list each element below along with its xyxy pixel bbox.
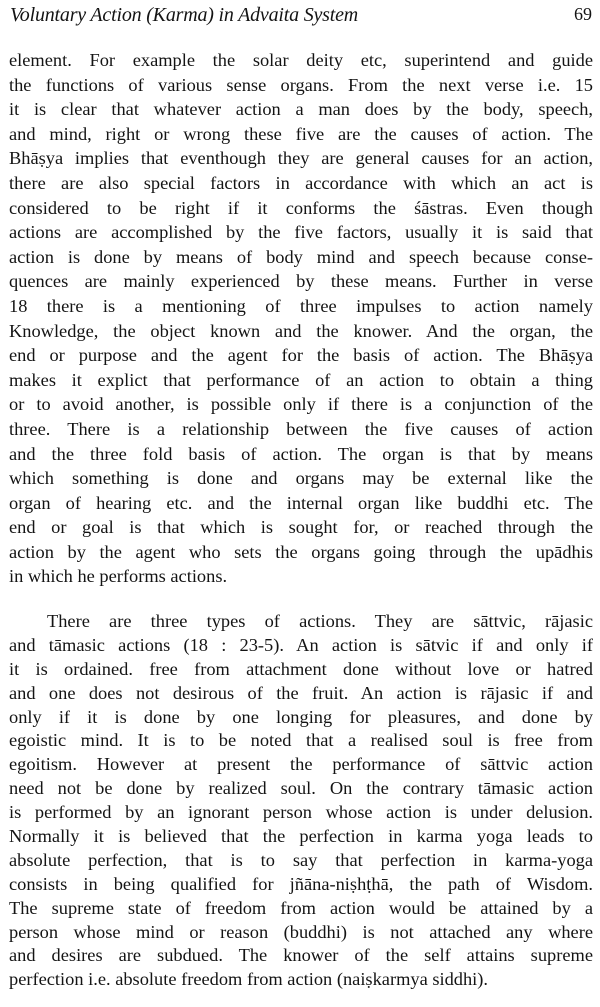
text-line: person whose mind or reason (buddhi) is not attached any where [9, 921, 593, 942]
text-line: three. There is a relationship between the five causes of action [9, 418, 593, 439]
text-line: action is done by means of body mind and speech because conse- [9, 246, 593, 267]
text-line: end or goal is that which is sought for, or reached through the [9, 517, 593, 538]
running-title: Voluntary Action (Karma) in Advaita System [10, 4, 359, 26]
text-line: and tāmasic actions (18 : 23-5). An action is sātvic if and only if [9, 634, 593, 655]
text-line: end or purpose and the agent for the basis of action. The Bhāṣya [9, 345, 593, 366]
text-line: and one does not desirous of the fruit. An action is rājasic if and [9, 682, 593, 703]
text-line: consists in being qualified for jñāna-niṣhṭhā, the path of Wisdom. [9, 873, 593, 894]
paragraph-2 [9, 610, 593, 992]
text-line: egoistic mind. It is to be noted that a realised soul is free from [9, 730, 593, 751]
page-number: 69 [574, 4, 592, 24]
text-line: there are also special factors in accordance with which an act is [9, 172, 593, 193]
text-line: The supreme state of freedom from action would be attained by a [9, 897, 593, 918]
text-line: in which he performs actions. [9, 566, 228, 587]
text-line: only if it is done by one longing for pleasures, and done by [9, 706, 593, 727]
text-line: the functions of various sense organs. From the next verse i.e. 15 [9, 74, 593, 95]
text-line: element. For example the solar deity etc, superintend and guide [9, 50, 593, 70]
text-line: actions are accomplished by the five factors, usually it is said that [9, 222, 593, 243]
text-line: and mind, right or wrong these five are the causes of action. The [9, 123, 593, 144]
text-line: need not be done by realized soul. On the contrary tāmasic action [9, 778, 593, 799]
paragraph-1 [9, 48, 593, 589]
text-line: Normally it is believed that the perfection in karma yoga leads to [9, 826, 593, 847]
text-line: Knowledge, the object known and the knower. And the organ, the [9, 320, 593, 341]
text-line: perfection i.e. absolute freedom from action (naiṣkarmya siddhi). [9, 969, 489, 990]
text-line: action by the agent who sets the organs going through the upādhis [9, 541, 593, 562]
text-line: absolute perfection, that is to say that perfection in karma-yoga [9, 849, 593, 870]
text-line: or to avoid another, is possible only if there is a conjunction of the [9, 394, 593, 415]
text-line: 18 there is a mentioning of three impulses to action namely [9, 295, 593, 316]
text-line: There are three types of actions. They are sāttvic, rājasic [47, 611, 593, 631]
text-line: and the three fold basis of action. The organ is that by means [9, 443, 593, 464]
text-line: makes it explict that performance of an action to obtain a thing [9, 369, 593, 390]
text-line: which something is done and organs may be external like the [9, 468, 593, 489]
text-line: it is ordained. free from attachment done without love or hatred [9, 658, 593, 679]
text-line: it is clear that whatever action a man does by the body, speech, [9, 99, 593, 120]
text-line: organ of hearing etc. and the internal organ like buddhi etc. The [9, 492, 593, 513]
text-line: quences are mainly experienced by these means. Further in verse [9, 271, 593, 292]
running-header [10, 4, 592, 32]
text-line: considered to be right if it conforms the śāstras. Even though [9, 197, 593, 218]
text-line: egoitism. However at present the performance of sāttvic action [9, 754, 593, 775]
text-line: is performed by an ignorant person whose action is under delusion. [9, 802, 593, 823]
text-line: Bhāṣya implies that eventhough they are general causes for an action, [9, 148, 593, 169]
text-line: and desires are subdued. The knower of the self attains supreme [9, 945, 593, 966]
